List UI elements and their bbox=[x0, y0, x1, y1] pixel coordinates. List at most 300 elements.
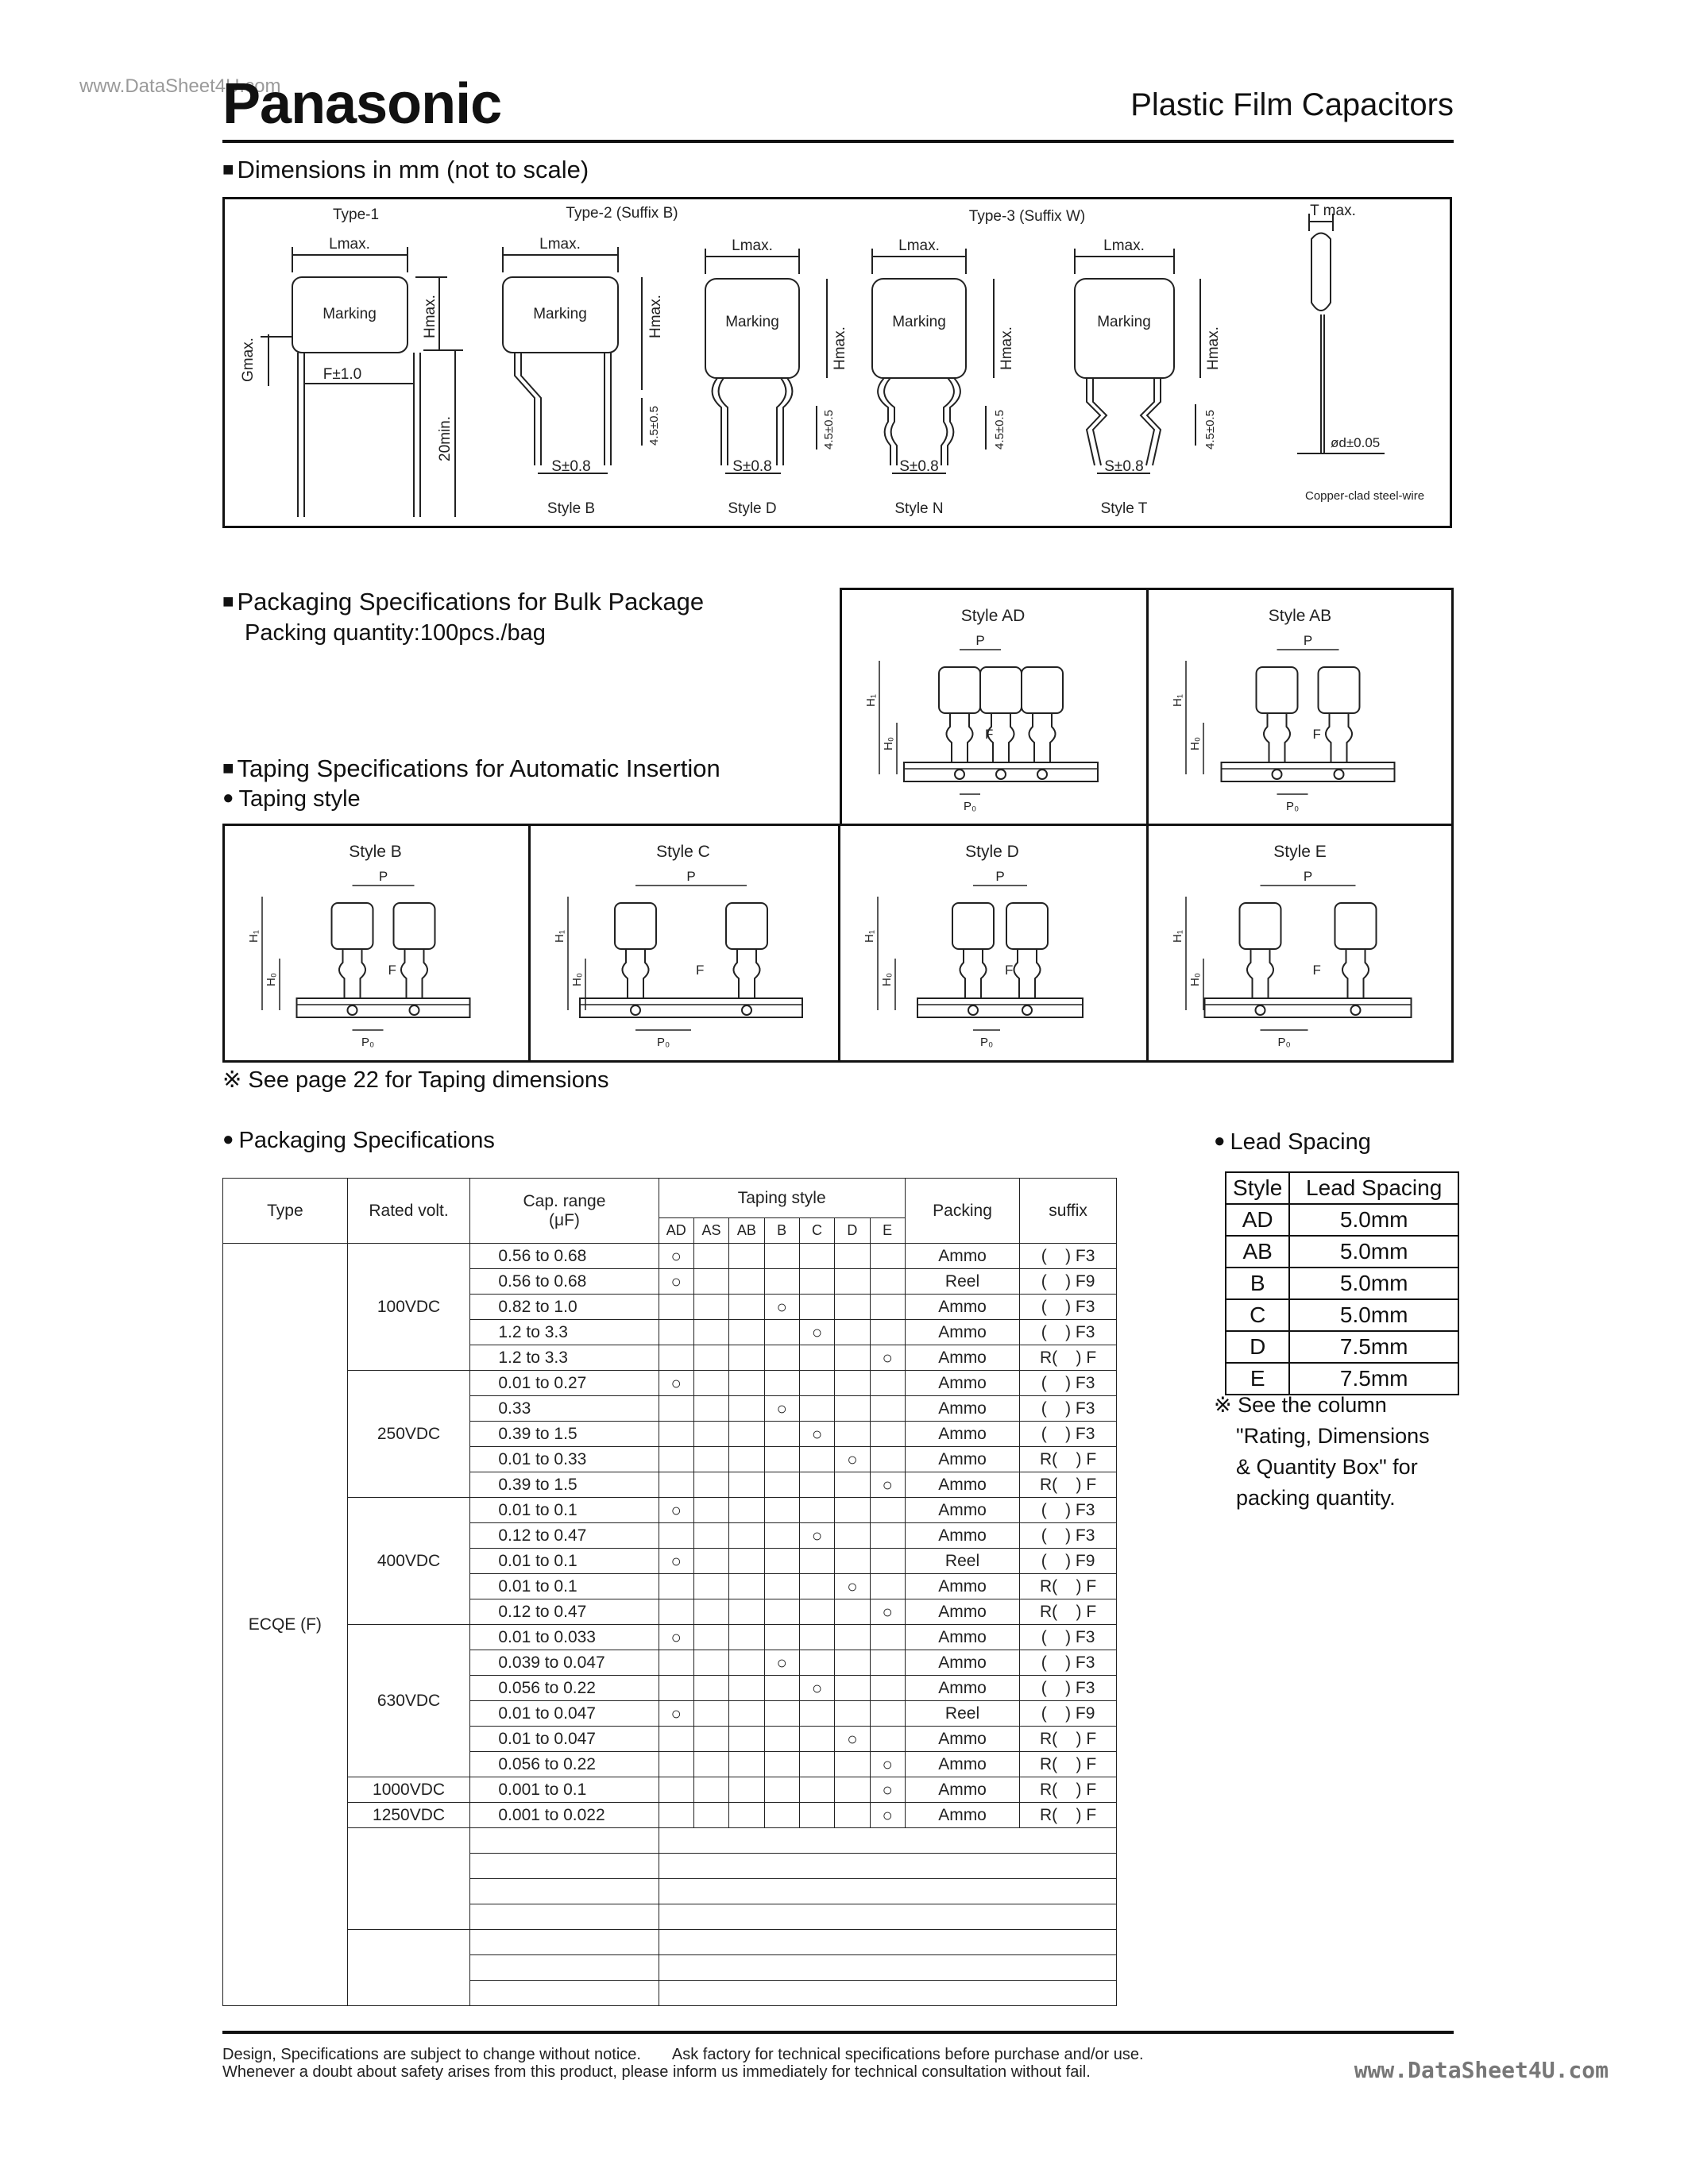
volt-cell: 1000VDC bbox=[347, 1777, 470, 1803]
capacitor-body bbox=[939, 667, 980, 713]
style-mark-cell bbox=[799, 1599, 834, 1625]
sprocket-hole bbox=[1022, 1005, 1032, 1015]
cap-cell-blank bbox=[470, 1828, 659, 1854]
type3-style-d-drawing bbox=[705, 249, 827, 473]
suffix-cell: ( ) F3 bbox=[1020, 1422, 1117, 1447]
lead-style: AD bbox=[1226, 1204, 1289, 1236]
dimensions-heading: ■ Dimensions in mm (not to scale) bbox=[222, 156, 589, 184]
cap-cell: 0.01 to 0.33 bbox=[470, 1447, 659, 1472]
type1-drawing bbox=[261, 247, 463, 517]
th-taping: Taping style bbox=[659, 1179, 905, 1218]
style-mark-cell bbox=[764, 1777, 799, 1803]
style-mark-cell bbox=[693, 1345, 728, 1371]
sprocket-hole bbox=[348, 1005, 357, 1015]
style-d-lead: 4.5±0.5 bbox=[822, 410, 836, 450]
lead-spacing: 5.0mm bbox=[1289, 1236, 1458, 1268]
capacitor-lead bbox=[423, 949, 428, 998]
suffix-cell: R( ) F bbox=[1020, 1574, 1117, 1599]
type3-style-t-drawing bbox=[1075, 249, 1200, 473]
taping-cell-style-d bbox=[838, 824, 1146, 1063]
style-mark-cell bbox=[835, 1244, 870, 1269]
style-mark-cell: ○ bbox=[799, 1320, 834, 1345]
style-mark-cell: ○ bbox=[835, 1727, 870, 1752]
cap-cell: 0.039 to 0.047 bbox=[470, 1650, 659, 1676]
style-t-s: S±0.8 bbox=[1104, 458, 1144, 475]
p0-label: P₀ bbox=[361, 1036, 375, 1049]
style-mark-cell bbox=[693, 1599, 728, 1625]
capacitor-lead bbox=[339, 949, 345, 998]
style-mark-cell bbox=[764, 1625, 799, 1650]
style-mark-cell bbox=[729, 1396, 764, 1422]
style-mark-cell bbox=[659, 1472, 693, 1498]
style-mark-cell bbox=[693, 1701, 728, 1727]
style-mark-cell: ○ bbox=[870, 1777, 905, 1803]
style-mark-cell bbox=[729, 1752, 764, 1777]
style-mark-cell bbox=[799, 1244, 834, 1269]
capacitor-body bbox=[1335, 903, 1377, 949]
style-mark-cell bbox=[729, 1574, 764, 1599]
f-label: F bbox=[1312, 727, 1321, 742]
style-mark-cell bbox=[693, 1269, 728, 1295]
packing-cell: Ammo bbox=[905, 1244, 1019, 1269]
style-mark-cell bbox=[693, 1396, 728, 1422]
style-mark-cell bbox=[799, 1777, 834, 1803]
taping-cell-style-b bbox=[222, 824, 528, 1063]
capacitor-lead bbox=[1264, 713, 1269, 762]
style-mark-cell bbox=[870, 1447, 905, 1472]
h1-label: H₁ bbox=[1171, 694, 1184, 707]
style-mark-cell bbox=[835, 1498, 870, 1523]
suffix-cell: ( ) F9 bbox=[1020, 1701, 1117, 1727]
style-mark-cell bbox=[799, 1447, 834, 1472]
blank-cell bbox=[659, 1879, 1116, 1904]
footer-line2: Whenever a doubt about safety arises from this product, please inform us immediately for technical consultation without fail. bbox=[222, 2063, 1091, 2081]
style-n-marking: Marking bbox=[892, 314, 946, 330]
cap-cell-blank bbox=[470, 1879, 659, 1904]
h0-label: H₀ bbox=[1188, 972, 1202, 986]
lead-spacing: 5.0mm bbox=[1289, 1299, 1458, 1331]
th-style-d: D bbox=[835, 1218, 870, 1244]
style-mark-cell bbox=[659, 1727, 693, 1752]
style-mark-cell bbox=[870, 1676, 905, 1701]
style-mark-cell bbox=[729, 1371, 764, 1396]
style-mark-cell bbox=[799, 1396, 834, 1422]
blank-cell bbox=[659, 1854, 1116, 1879]
style-mark-cell bbox=[693, 1295, 728, 1320]
type1-lmax: Lmax. bbox=[329, 236, 370, 253]
style-mark-cell bbox=[835, 1345, 870, 1371]
style-mark-cell bbox=[729, 1498, 764, 1523]
suffix-cell: ( ) F3 bbox=[1020, 1320, 1117, 1345]
packing-cell: Ammo bbox=[905, 1345, 1019, 1371]
packing-cell: Ammo bbox=[905, 1650, 1019, 1676]
p0-label: P₀ bbox=[964, 800, 977, 813]
style-mark-cell bbox=[729, 1422, 764, 1447]
pitch-label: P bbox=[975, 633, 985, 648]
style-mark-cell bbox=[764, 1803, 799, 1828]
h1-label: H₁ bbox=[553, 930, 566, 943]
style-mark-cell bbox=[659, 1752, 693, 1777]
lead-spacing-table bbox=[1225, 1171, 1459, 1395]
style-mark-cell bbox=[764, 1269, 799, 1295]
style-mark-cell bbox=[799, 1803, 834, 1828]
style-mark-cell bbox=[870, 1574, 905, 1599]
suffix-cell: ( ) F3 bbox=[1020, 1498, 1117, 1523]
style-mark-cell: ○ bbox=[870, 1752, 905, 1777]
lead-style: B bbox=[1226, 1268, 1289, 1299]
lead-spacing: 5.0mm bbox=[1289, 1204, 1458, 1236]
style-mark-cell: ○ bbox=[659, 1701, 693, 1727]
taping-cell-style-ad bbox=[840, 588, 1146, 826]
capacitor-body bbox=[1257, 667, 1298, 713]
h0-label: H₀ bbox=[1188, 736, 1202, 751]
style-mark-cell: ○ bbox=[835, 1574, 870, 1599]
h0-label: H₀ bbox=[570, 972, 584, 986]
style-mark-cell bbox=[799, 1472, 834, 1498]
tape-strip bbox=[297, 998, 470, 1017]
style-mark-cell bbox=[835, 1549, 870, 1574]
style-t-marking: Marking bbox=[1097, 314, 1151, 330]
style-mark-cell bbox=[659, 1803, 693, 1828]
style-mark-cell bbox=[835, 1777, 870, 1803]
style-mark-cell: ○ bbox=[764, 1650, 799, 1676]
style-mark-cell bbox=[693, 1472, 728, 1498]
style-mark-cell bbox=[659, 1650, 693, 1676]
taping-style-label: Style B bbox=[349, 843, 402, 861]
style-mark-cell bbox=[764, 1371, 799, 1396]
style-mark-cell bbox=[693, 1803, 728, 1828]
capacitor-body bbox=[952, 903, 994, 949]
style-mark-cell bbox=[693, 1244, 728, 1269]
packing-cell: Ammo bbox=[905, 1371, 1019, 1396]
style-mark-cell bbox=[764, 1472, 799, 1498]
style-t-lead: 4.5±0.5 bbox=[1203, 410, 1217, 450]
style-mark-cell: ○ bbox=[764, 1295, 799, 1320]
type2-label: Type-2 (Suffix B) bbox=[566, 205, 678, 222]
type2-style-b-drawing bbox=[503, 247, 642, 473]
h0-label: H₀ bbox=[880, 972, 894, 986]
cap-cell: 0.12 to 0.47 bbox=[470, 1599, 659, 1625]
style-mark-cell bbox=[799, 1574, 834, 1599]
h0-label: H₀ bbox=[265, 972, 278, 986]
brand-logo: Panasonic bbox=[222, 72, 502, 136]
style-mark-cell bbox=[835, 1676, 870, 1701]
sprocket-hole bbox=[996, 770, 1006, 779]
volt-cell: 400VDC bbox=[347, 1498, 470, 1625]
table-row-blank bbox=[223, 1828, 1117, 1854]
sprocket-hole bbox=[1256, 1005, 1265, 1015]
footer-line1b: Ask factory for technical specifications before purchase and/or use. bbox=[671, 2046, 1144, 2063]
packing-cell: Reel bbox=[905, 1701, 1019, 1727]
style-mark-cell: ○ bbox=[764, 1396, 799, 1422]
style-mark-cell bbox=[835, 1650, 870, 1676]
th-style-ab: AB bbox=[729, 1218, 764, 1244]
style-n-s: S±0.8 bbox=[899, 458, 939, 475]
cap-cell-blank bbox=[470, 1955, 659, 1981]
style-mark-cell bbox=[729, 1777, 764, 1803]
style-mark-cell bbox=[870, 1320, 905, 1345]
footer-line1a: Design, Specifications are subject to change without notice. bbox=[222, 2046, 641, 2063]
pitch-label: P bbox=[686, 869, 696, 884]
capacitor-lead bbox=[1285, 713, 1291, 762]
tape-strip bbox=[580, 998, 802, 1017]
style-mark-cell bbox=[835, 1422, 870, 1447]
th-cap: Cap. range (μF) bbox=[470, 1179, 659, 1244]
style-mark-cell bbox=[870, 1422, 905, 1447]
cap-cell: 0.056 to 0.22 bbox=[470, 1676, 659, 1701]
taping-note: ※ See page 22 for Taping dimensions bbox=[222, 1067, 609, 1093]
style-mark-cell bbox=[659, 1777, 693, 1803]
style-mark-cell bbox=[729, 1650, 764, 1676]
document-title: Plastic Film Capacitors bbox=[1130, 87, 1454, 122]
volt-cell-blank bbox=[347, 1930, 470, 2006]
table-row bbox=[223, 1625, 1117, 1650]
th-volt: Rated volt. bbox=[347, 1179, 470, 1244]
volt-cell: 630VDC bbox=[347, 1625, 470, 1777]
lead-spacing: 7.5mm bbox=[1289, 1331, 1458, 1363]
blank-cell bbox=[659, 1955, 1116, 1981]
suffix-cell: R( ) F bbox=[1020, 1472, 1117, 1498]
capacitor-lead bbox=[1029, 713, 1034, 762]
type1-label: Type-1 bbox=[332, 206, 380, 223]
capacitor-lead bbox=[968, 713, 973, 762]
bulk-qty: Packing quantity:100pcs./bag bbox=[245, 620, 546, 646]
style-mark-cell bbox=[870, 1625, 905, 1650]
type1-20min: 20min. bbox=[437, 415, 454, 461]
phi-d-label: ød±0.05 bbox=[1331, 435, 1381, 450]
style-mark-cell bbox=[693, 1574, 728, 1599]
blank-cell bbox=[659, 1904, 1116, 1930]
capacitor-lead bbox=[946, 713, 952, 762]
style-t-hmax: Hmax. bbox=[1205, 326, 1222, 370]
style-mark-cell bbox=[693, 1650, 728, 1676]
style-mark-cell bbox=[729, 1523, 764, 1549]
lead-row bbox=[1226, 1331, 1458, 1363]
sprocket-hole bbox=[1037, 770, 1047, 779]
th-style-e: E bbox=[870, 1218, 905, 1244]
pkg-heading: ● Packaging Specifications bbox=[222, 1128, 495, 1154]
blank-cell bbox=[659, 1930, 1116, 1955]
suffix-cell: R( ) F bbox=[1020, 1345, 1117, 1371]
style-mark-cell bbox=[693, 1498, 728, 1523]
suffix-cell: ( ) F3 bbox=[1020, 1523, 1117, 1549]
suffix-cell: ( ) F9 bbox=[1020, 1549, 1117, 1574]
packing-cell: Ammo bbox=[905, 1295, 1019, 1320]
style-mark-cell bbox=[729, 1244, 764, 1269]
cap-cell: 0.39 to 1.5 bbox=[470, 1422, 659, 1447]
table-row-blank bbox=[223, 1930, 1117, 1955]
packing-cell: Ammo bbox=[905, 1625, 1019, 1650]
taping-drawing-style-b bbox=[222, 824, 528, 1063]
style-mark-cell bbox=[870, 1371, 905, 1396]
style-mark-cell bbox=[764, 1523, 799, 1549]
lead-th-style: Style bbox=[1226, 1172, 1289, 1204]
h1-label: H₁ bbox=[1171, 930, 1184, 943]
lead-spacing: 7.5mm bbox=[1289, 1363, 1458, 1395]
capacitor-body bbox=[615, 903, 656, 949]
capacitor-lead bbox=[1342, 949, 1348, 998]
style-mark-cell: ○ bbox=[870, 1599, 905, 1625]
style-mark-cell bbox=[764, 1345, 799, 1371]
sprocket-hole bbox=[1351, 1005, 1361, 1015]
cap-cell: 0.56 to 0.68 bbox=[470, 1269, 659, 1295]
style-mark-cell bbox=[693, 1727, 728, 1752]
style-mark-cell: ○ bbox=[870, 1472, 905, 1498]
style-mark-cell bbox=[659, 1295, 693, 1320]
style-mark-cell bbox=[870, 1523, 905, 1549]
watermark-bottom: www.DataSheet4U.com bbox=[1354, 2057, 1609, 2083]
lead-row bbox=[1226, 1299, 1458, 1331]
sprocket-hole bbox=[631, 1005, 640, 1015]
h1-label: H₁ bbox=[247, 930, 261, 943]
style-mark-cell bbox=[659, 1396, 693, 1422]
taping-style-label: Style E bbox=[1273, 843, 1327, 861]
style-mark-cell: ○ bbox=[870, 1803, 905, 1828]
style-mark-cell bbox=[659, 1599, 693, 1625]
type2-lmax: Lmax. bbox=[539, 236, 581, 253]
tape-strip bbox=[917, 998, 1083, 1017]
th-packing: Packing bbox=[905, 1179, 1019, 1244]
style-mark-cell bbox=[659, 1574, 693, 1599]
style-n-lmax: Lmax. bbox=[898, 237, 940, 254]
cap-cell: 0.01 to 0.033 bbox=[470, 1625, 659, 1650]
style-mark-cell bbox=[659, 1320, 693, 1345]
style-mark-cell bbox=[835, 1472, 870, 1498]
style-mark-cell bbox=[693, 1752, 728, 1777]
style-mark-cell bbox=[799, 1345, 834, 1371]
sprocket-hole bbox=[955, 770, 964, 779]
style-mark-cell bbox=[764, 1727, 799, 1752]
style-mark-cell bbox=[659, 1345, 693, 1371]
th-style-c: C bbox=[799, 1218, 834, 1244]
lead-row bbox=[1226, 1236, 1458, 1268]
style-b-caption: Style B bbox=[547, 500, 596, 517]
suffix-cell: ( ) F3 bbox=[1020, 1625, 1117, 1650]
style-mark-cell bbox=[799, 1498, 834, 1523]
style-mark-cell bbox=[693, 1523, 728, 1549]
bulk-heading: ■ Packaging Specifications for Bulk Package bbox=[222, 588, 704, 616]
style-mark-cell: ○ bbox=[799, 1523, 834, 1549]
style-mark-cell bbox=[729, 1599, 764, 1625]
taping-style-label: Style AB bbox=[1268, 607, 1332, 625]
style-mark-cell bbox=[764, 1422, 799, 1447]
cap-cell: 0.01 to 0.1 bbox=[470, 1574, 659, 1599]
style-mark-cell bbox=[729, 1269, 764, 1295]
capacitor-lead bbox=[1247, 949, 1253, 998]
taping-style-label: Style D bbox=[965, 843, 1019, 861]
packing-cell: Ammo bbox=[905, 1574, 1019, 1599]
style-t-lmax: Lmax. bbox=[1103, 237, 1145, 254]
type3-style-n-drawing bbox=[872, 249, 994, 473]
style-mark-cell bbox=[835, 1523, 870, 1549]
style-mark-cell bbox=[729, 1447, 764, 1472]
packing-cell: Ammo bbox=[905, 1752, 1019, 1777]
style-mark-cell bbox=[729, 1676, 764, 1701]
dimensions-box bbox=[222, 197, 1452, 528]
taping-cell-style-c bbox=[528, 824, 838, 1063]
style-mark-cell bbox=[693, 1320, 728, 1345]
sprocket-hole bbox=[1335, 770, 1344, 779]
taping-heading: ■ Taping Specifications for Automatic Insertion bbox=[222, 754, 720, 783]
style-d-s: S±0.8 bbox=[732, 458, 772, 475]
style-mark-cell bbox=[659, 1422, 693, 1447]
lead-note-line: & Quantity Box" for bbox=[1236, 1455, 1418, 1479]
style-t-caption: Style T bbox=[1100, 500, 1148, 517]
capacitor-body bbox=[394, 903, 435, 949]
type3-label: Type-3 (Suffix W) bbox=[968, 208, 1086, 225]
style-mark-cell bbox=[835, 1701, 870, 1727]
style-mark-cell bbox=[870, 1244, 905, 1269]
style-mark-cell bbox=[835, 1752, 870, 1777]
lead-note-line: packing quantity. bbox=[1236, 1486, 1396, 1510]
cap-cell: 0.82 to 1.0 bbox=[470, 1295, 659, 1320]
suffix-cell: ( ) F3 bbox=[1020, 1295, 1117, 1320]
style-mark-cell bbox=[729, 1701, 764, 1727]
f-label: F bbox=[985, 727, 994, 742]
lead-style: D bbox=[1226, 1331, 1289, 1363]
style-mark-cell: ○ bbox=[659, 1498, 693, 1523]
style-mark-cell bbox=[693, 1447, 728, 1472]
sprocket-hole bbox=[410, 1005, 419, 1015]
style-mark-cell: ○ bbox=[835, 1447, 870, 1472]
packing-cell: Ammo bbox=[905, 1447, 1019, 1472]
h0-label: H₀ bbox=[882, 736, 895, 751]
volt-cell: 1250VDC bbox=[347, 1803, 470, 1828]
style-d-hmax: Hmax. bbox=[832, 326, 848, 370]
capacitor-lead bbox=[733, 949, 739, 998]
capacitor-lead bbox=[1050, 713, 1056, 762]
style-mark-cell bbox=[870, 1295, 905, 1320]
pitch-label: P bbox=[1303, 633, 1313, 648]
style-mark-cell bbox=[835, 1269, 870, 1295]
style-mark-cell bbox=[659, 1523, 693, 1549]
table-row bbox=[223, 1803, 1117, 1828]
capacitor-lead bbox=[1035, 949, 1041, 998]
capacitor-body bbox=[1240, 903, 1281, 949]
lead-heading: ● Lead Spacing bbox=[1214, 1129, 1371, 1156]
th-style-ad: AD bbox=[659, 1218, 693, 1244]
cap-cell: 1.2 to 3.3 bbox=[470, 1320, 659, 1345]
style-mark-cell bbox=[835, 1803, 870, 1828]
capacitor-body bbox=[1319, 667, 1360, 713]
taping-drawing-style-c bbox=[528, 824, 838, 1063]
style-d-marking: Marking bbox=[725, 314, 779, 330]
taping-drawing-style-d bbox=[838, 824, 1146, 1063]
style-mark-cell bbox=[835, 1396, 870, 1422]
capacitor-lead bbox=[1009, 713, 1014, 762]
style-mark-cell bbox=[764, 1320, 799, 1345]
th-style-as: AS bbox=[693, 1218, 728, 1244]
suffix-cell: R( ) F bbox=[1020, 1777, 1117, 1803]
style-n-caption: Style N bbox=[894, 500, 944, 517]
style-mark-cell bbox=[729, 1803, 764, 1828]
capacitor-lead bbox=[1364, 949, 1369, 998]
tmax-label: T max. bbox=[1310, 203, 1356, 219]
style-n-lead: 4.5±0.5 bbox=[993, 410, 1006, 450]
style-mark-cell bbox=[870, 1498, 905, 1523]
cap-cell-blank bbox=[470, 1981, 659, 2006]
cap-cell: 0.33 bbox=[470, 1396, 659, 1422]
packing-cell: Ammo bbox=[905, 1727, 1019, 1752]
packing-cell: Ammo bbox=[905, 1422, 1019, 1447]
footer-rule bbox=[222, 2031, 1454, 2034]
style-mark-cell bbox=[764, 1244, 799, 1269]
style-mark-cell bbox=[835, 1625, 870, 1650]
packing-cell: Ammo bbox=[905, 1498, 1019, 1523]
cap-cell: 0.39 to 1.5 bbox=[470, 1472, 659, 1498]
suffix-cell: ( ) F9 bbox=[1020, 1269, 1117, 1295]
style-mark-cell bbox=[693, 1625, 728, 1650]
